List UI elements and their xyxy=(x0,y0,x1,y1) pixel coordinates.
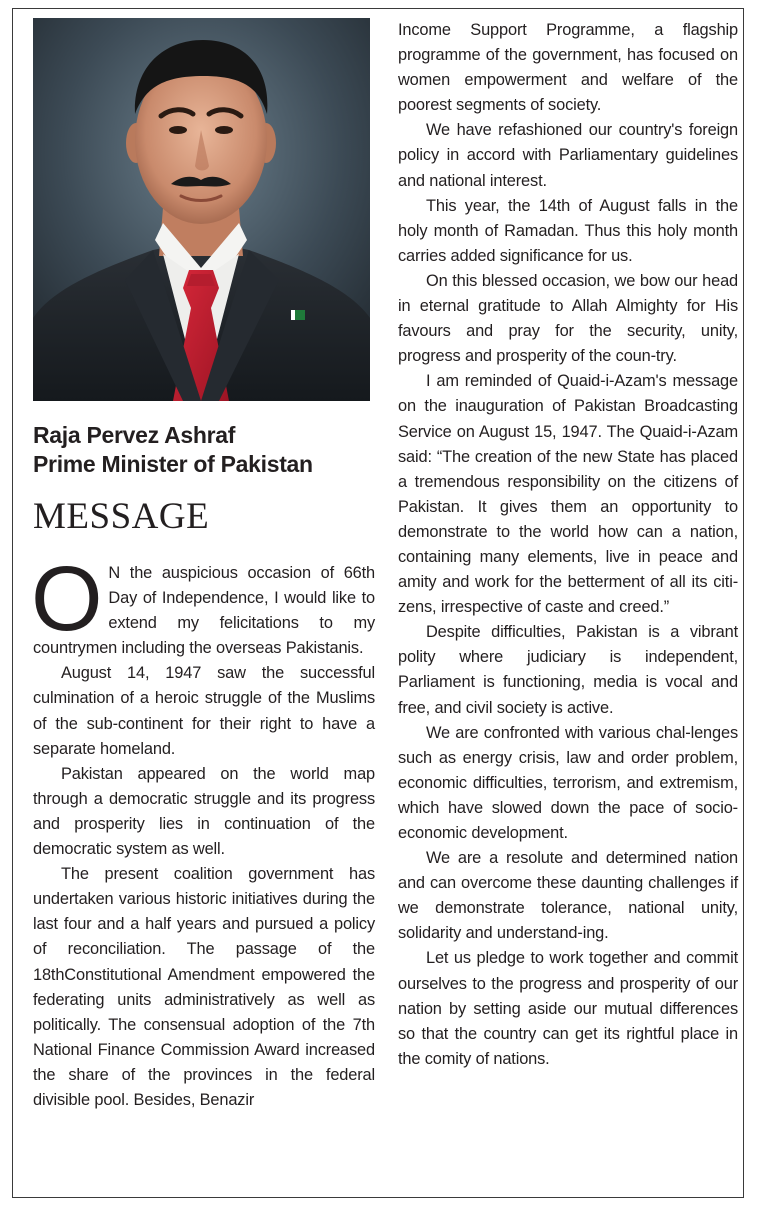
intro-paragraph xyxy=(31,548,375,661)
paragraph: We are confronted with various chal-lenges such as energy crisis, law and order problem, economic difficulties, terrorism, and extremism, which have slowed down the pace of socio-economic development. xyxy=(398,723,738,842)
portrait-photo xyxy=(33,18,370,401)
paragraph: We are a resolute and determined nation and can overcome these daunting challenges if we demonstrate tolerance, national unity, solidarity and understand-ing. xyxy=(398,849,738,943)
paragraph: We have refashioned our country's foreign policy in accord with Parliamentary guidelines and national interest. xyxy=(398,121,738,190)
right-body-text xyxy=(398,18,738,1072)
person-name: Raja Pervez Ashraf xyxy=(33,422,236,448)
paragraph: I am reminded of Quaid-i-Azam's message on the inauguration of Pakistan Broadcasting Service on August 15, 1947. The Quaid-i-Azam said: “The creation of the new State has placed a tremendous responsibility on the citizens of Pakistan. It gives them an opportunity to demonstrate to the world how can a nation, containing many elements, live in peace and amity and work for the betterment of all its citi-zens, irrespective of caste and creed.” xyxy=(398,372,738,617)
person-title: Prime Minister of Pakistan xyxy=(33,451,313,477)
intro-text: N the auspicious occasion of 66th Day of Independence, I would like to extend my felicitations to my countrymen including the overseas Pakistanis. xyxy=(33,564,375,658)
paragraph: Despite difficulties, Pakistan is a vibrant polity where judiciary is independent, Parliament is functioning, media is vocal and free, and civil society is active. xyxy=(398,623,738,717)
paragraph-continuation: Income Support Programme, a flagship programme of the government, has focused on women empowerment and welfare of the poorest segments of society. xyxy=(398,21,738,115)
paragraph: Pakistan appeared on the world map through a democratic struggle and its progress and prosperity lies in continuation of the democratic system as well. xyxy=(33,764,375,859)
paragraph: August 14, 1947 saw the successful culmination of a heroic struggle of the Muslims of the sub-continent for their right to have a separate homeland. xyxy=(33,664,375,758)
paragraph: The present coalition government has undertaken various historic initiatives during the last four and a half years and pursued a policy of reconciliation. The passage of the 18thConstitutional Amendment empowered the federating units administratively as well as politically. The consensual adoption of the 7th National Finance Commission Award increased the share of the provinces in the federal divisible pool. Besides, Benazir xyxy=(33,865,375,1109)
paragraph: Let us pledge to work together and commit ourselves to the progress and prosperity of our nation by setting aside our mutual differences so that the country can get its rightful place in the comity of nations. xyxy=(398,949,738,1068)
left-column xyxy=(33,18,375,1113)
name-block xyxy=(33,421,375,479)
left-body-text xyxy=(31,548,375,1113)
message-heading: MESSAGE xyxy=(33,496,210,537)
paragraph: On this blessed occasion, we bow our head in eternal gratitude to Allah Almighty for His favours and pray for the security, unity, progress and prosperity of the coun-try. xyxy=(398,271,738,366)
drop-cap: O xyxy=(31,548,103,650)
paragraph: This year, the 14th of August falls in the holy month of Ramadan. Thus this holy month carries added significance for us. xyxy=(398,196,738,265)
right-column xyxy=(398,18,738,1072)
